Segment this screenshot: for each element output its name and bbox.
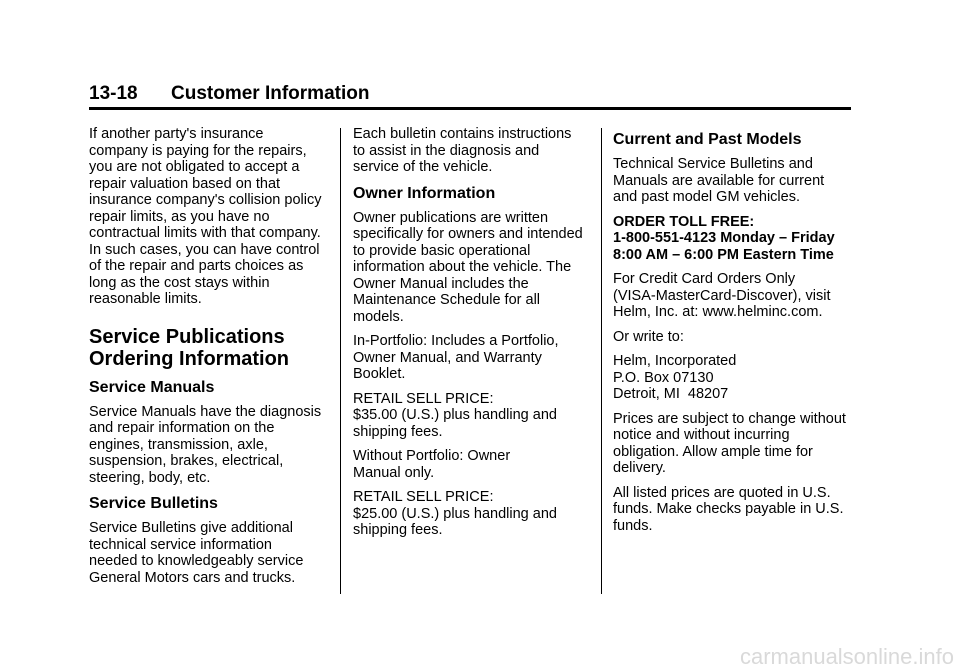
text-line: repair valuation based on that	[89, 175, 281, 192]
text-line: Helm, Inc. at: www.helminc.com.	[613, 304, 823, 320]
text-line: service of the vehicle.	[353, 159, 493, 175]
text-line: company is paying for the repairs,	[89, 142, 307, 159]
text-line: shipping fees.	[353, 423, 443, 440]
text-line: Helm, Incorporated	[613, 353, 737, 369]
text-line: obligation. Allow ample time for	[613, 443, 813, 460]
text-line: (VISA-MasterCard-Discover), visit	[613, 287, 831, 304]
current-past-models-paragraph	[613, 156, 853, 206]
text-line: $35.00 (U.S.) plus handling and	[353, 407, 557, 423]
service-bulletins-heading: Service Bulletins	[89, 495, 218, 512]
text-line: Owner Manual includes the	[353, 275, 529, 292]
column-1	[89, 126, 329, 594]
text-line: to provide basic operational	[353, 242, 531, 259]
service-publications-heading	[89, 326, 329, 370]
owner-information-paragraph	[353, 210, 593, 326]
bulletin-instructions-paragraph	[353, 126, 593, 176]
text-line: ORDER TOLL FREE:	[613, 213, 755, 230]
prices-change-paragraph	[613, 411, 853, 477]
service-manuals-paragraph	[89, 404, 329, 487]
text-line: information about the vehicle. The	[353, 259, 572, 275]
text-line: RETAIL SELL PRICE:	[353, 390, 494, 407]
credit-card-paragraph	[613, 271, 853, 321]
text-line: long as the cost stays within	[89, 274, 270, 291]
service-bulletins-paragraph	[89, 520, 329, 586]
text-line: 1-800-551-4123 Monday – Friday	[613, 230, 835, 246]
service-manuals-heading: Service Manuals	[89, 378, 215, 396]
text-line: repair limits, as you have no	[89, 208, 270, 225]
column-divider-2	[601, 128, 602, 594]
text-line: engines, transmission, axle,	[89, 436, 268, 453]
text-line: Booklet.	[353, 366, 406, 382]
text-line: Manual only.	[353, 464, 435, 481]
text-line: Manuals are available for current	[613, 172, 825, 189]
address-paragraph	[613, 353, 853, 403]
current-past-models-heading: Current and Past Models	[613, 131, 802, 148]
text-line: notice and without incurring	[613, 427, 790, 443]
text-line: and repair information on the	[89, 420, 275, 436]
watermark: carmanualsonline.info	[739, 644, 954, 669]
text-line: If another party's insurance	[89, 126, 264, 142]
text-line: delivery.	[613, 460, 666, 476]
text-line: Service Manuals have the diagnosis	[89, 403, 322, 420]
text-line: reasonable limits.	[89, 291, 202, 307]
text-line: For Credit Card Orders Only	[613, 271, 796, 287]
section-title: Customer Information	[171, 83, 370, 104]
column-3	[613, 126, 853, 542]
text-line: insurance company's collision policy	[89, 192, 322, 208]
text-line: funds.	[613, 517, 653, 534]
owner-information-heading: Owner Information	[353, 184, 496, 202]
text-line: $25.00 (U.S.) plus handling and	[353, 505, 557, 522]
text-line: Prices are subject to change without	[613, 410, 846, 427]
text-line: specifically for owners and intended	[353, 226, 583, 242]
text-line: and past model GM vehicles.	[613, 189, 800, 205]
text-line: shipping fees.	[353, 522, 443, 538]
text-line: needed to knowledgeably service	[89, 553, 304, 569]
prices-quoted-paragraph	[613, 485, 853, 535]
text-line: 8:00 AM – 6:00 PM Eastern Time	[613, 246, 834, 263]
heading-line: Service Publications	[89, 325, 285, 348]
text-line: Technical Service Bulletins and	[613, 156, 813, 172]
retail-price-paragraph-1	[353, 391, 593, 441]
text-line: General Motors cars and trucks.	[89, 569, 296, 586]
text-line: to assist in the diagnosis and	[353, 142, 540, 159]
text-line: Maintenance Schedule for all	[353, 292, 541, 308]
text-line: Service Bulletins give additional	[89, 520, 293, 536]
heading-line: Ordering Information	[89, 347, 289, 370]
text-line: Detroit, MI 48207	[613, 386, 729, 402]
insurance-paragraph	[89, 126, 329, 308]
text-line: technical service information	[89, 536, 272, 553]
text-line: RETAIL SELL PRICE:	[353, 489, 494, 505]
page-header	[89, 83, 851, 110]
write-to-paragraph: Or write to:	[613, 328, 684, 345]
text-line: Without Portfolio: Owner	[353, 448, 511, 464]
text-line: you are not obligated to accept a	[89, 159, 300, 175]
text-line: All listed prices are quoted in U.S.	[613, 484, 831, 501]
text-line: Each bulletin contains instructions	[353, 126, 572, 142]
order-toll-free-paragraph	[613, 214, 853, 264]
without-portfolio-paragraph	[353, 448, 593, 481]
text-line: P.O. Box 07130	[613, 369, 714, 386]
text-line: funds. Make checks payable in U.S.	[613, 501, 844, 517]
text-line: suspension, brakes, electrical,	[89, 453, 284, 469]
retail-price-paragraph-2	[353, 489, 593, 539]
page-number: 13-18	[89, 83, 138, 104]
in-portfolio-paragraph	[353, 333, 593, 383]
text-line: Owner Manual, and Warranty	[353, 349, 542, 366]
column-divider-1	[340, 128, 341, 594]
text-line: In-Portfolio: Includes a Portfolio,	[353, 333, 559, 349]
text-line: Owner publications are written	[353, 209, 549, 226]
text-line: In such cases, you can have control	[89, 241, 320, 258]
text-line: of the repair and parts choices as	[89, 258, 304, 274]
column-2	[353, 126, 593, 547]
text-line: steering, body, etc.	[89, 469, 211, 486]
text-line: contractual limits with that company.	[89, 225, 321, 241]
text-line: models.	[353, 308, 404, 325]
